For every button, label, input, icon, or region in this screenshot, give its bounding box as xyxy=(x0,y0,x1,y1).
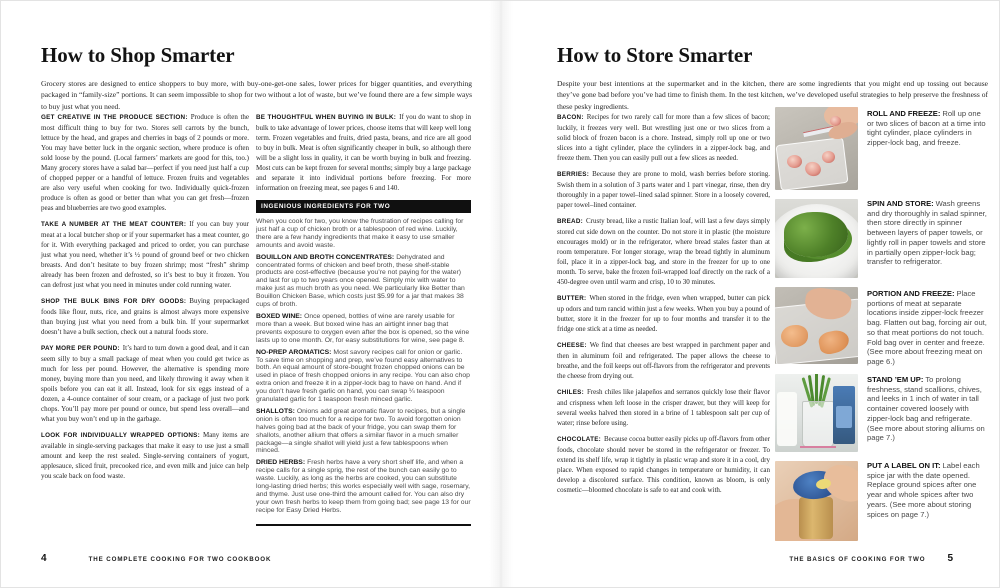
caption-roll-and-freeze xyxy=(867,109,988,148)
section-chocolate xyxy=(557,434,770,495)
section-label: BE THOUGHTFUL WHEN BUYING IN BULK: xyxy=(256,114,397,121)
photo-bacon-rolls-in-bag xyxy=(775,107,858,190)
section-berries xyxy=(557,169,770,210)
box-section-label: NO-PREP AROMATICS: xyxy=(256,348,332,356)
spice-jar-shape xyxy=(799,497,833,539)
caption-text: Wash greens and dry thoroughly in salad spinner, then store directly in spinner between layers of paper towels, or lightly roll in paper towels and store in partially open zipper-lock bag; transfer to refrigerator. xyxy=(867,199,987,267)
section-cheese xyxy=(557,340,770,381)
bag-seal-shape xyxy=(800,446,836,448)
box-section-text: Fresh herbs have a very short shelf life, and when a recipe calls for a single sprig, the rest of the bunch can easily go to waste. Luckily, as long as the herbs are cooked, you can substitute long-lasting dried herbs; this works especially well with sage, rosemary, and thyme. Just use one-third the amount called for. You can also dry your own fresh herbs to keep them from going bad; see page 13 for our recipe for Easy Dried Herbs. xyxy=(256,459,471,514)
caption-spin-and-store xyxy=(867,199,988,267)
running-footer: THE BASICS OF COOKING FOR TWO xyxy=(789,556,926,563)
running-footer: THE COMPLETE COOKING FOR TWO COOKBOOK xyxy=(88,556,272,563)
caption-label: SPIN AND STORE: xyxy=(867,199,934,208)
section-text: If you can buy your meat at a local butcher shop or if your supermarket has a meat counter, go for it. With everything packaged and priced to order, you can purchase just what you need, whether it’s ½ pound of ground beef or two chicken breasts. And don’t hesitate to buy frozen shrimp; most “fresh” shrimp already has been frozen and defrosted, so it’s best to buy it frozen. You can defrost just what you need in minutes under cold running water. xyxy=(41,220,249,289)
section-bacon xyxy=(557,112,770,163)
box-section-text: Dehydrated and concentrated forms of chicken and beef broth, these shelf-stable products are cost-effective (because you’re not paying for the water) and last for up to two years once opened. Simply mix with water to make just as much broth as you need. We particularly like Better than Bouillon Chicken Base, which costs just $5.99 for a jar that makes 38 cups of broth. xyxy=(256,253,465,309)
box-section-bouillon xyxy=(256,254,471,309)
caption-put-a-label-on-it xyxy=(867,461,988,519)
caption-label: ROLL AND FREEZE: xyxy=(867,109,941,118)
photo-salad-spinner-greens xyxy=(775,199,858,278)
caption-label: STAND ’EM UP: xyxy=(867,375,924,384)
left-page-column-1 xyxy=(41,112,249,487)
chicken-portion-shape xyxy=(781,325,808,347)
section-butter xyxy=(557,293,770,334)
footer-right xyxy=(789,553,953,564)
caption-stand-em-up xyxy=(867,375,988,443)
section-text: Buying prepackaged foods like flour, nuts, rice, and grains is almost always more expensive than buying just what you need from a bulk bin. If your supermarket doesn’t have a bulk section, check out a natural foods store. xyxy=(41,297,249,336)
section-buying-in-bulk xyxy=(256,112,471,193)
box-section-label: BOUILLON AND BROTH CONCENTRATES: xyxy=(256,253,395,261)
box-section-label: BOXED WINE: xyxy=(256,312,303,320)
milk-jug-shape xyxy=(777,392,797,446)
photo-scallions-in-fridge xyxy=(775,374,858,452)
section-bread xyxy=(557,216,770,287)
bacon-roll-shape xyxy=(830,116,841,126)
section-label: BREAD: xyxy=(557,218,583,225)
caption-label: PUT A LABEL ON IT: xyxy=(867,461,941,470)
box-intro: When you cook for two, you know the frustration of recipes calling for just half a cup of chicken broth or a tablespoon of red wine. Luckily, there are a few handy ingredients that make it easy to use smaller amounts and avoid waste. xyxy=(256,218,464,249)
section-label: PAY MORE PER POUND: xyxy=(41,345,120,352)
section-label: LOOK FOR INDIVIDUALLY WRAPPED OPTIONS: xyxy=(41,432,200,439)
section-text: Recipes for two rarely call for more than a few slices of bacon; luckily, it freezes very well. But wrestling just one or two slices from a solid block of frozen bacon is a chore. Instead, simply roll up one or two slices into a tight cylinder, place the cylinders in a zipper-lock bag, and freeze them. Then you can easily pull out a few slices as needed. xyxy=(557,113,770,162)
section-label: TAKE A NUMBER AT THE MEAT COUNTER: xyxy=(41,221,187,228)
intro-store-smarter: Despite your best intentions at the supermarket and in the kitchen, there are some ingredients that you might end up tossing out because they’ve gone bad before you’ve had time to finish them. In the test kitchen, we’ve developed useful strategies to help preserve the freshness of these pesky ingredients. xyxy=(557,79,988,111)
section-text: If you do want to shop in bulk to take advantage of lower prices, choose items that will keep well long term. Frozen vegetables and fruits, dried pasta, beans, and rice are all good to buy in bulk. Meat is often significantly cheaper in bulk, so although there will be a slight loss in quality, it can be worth buying in bulk and freezing. Most cuts can be kept frozen for several months; simply buy a large package and separate it into individual portions before freezing. For more information on freezing meat, see pages 6 and 140. xyxy=(256,113,471,192)
section-label: SHOP THE BULK BINS FOR DRY GOODS: xyxy=(41,298,187,305)
footer-left xyxy=(41,553,271,564)
page-number: 4 xyxy=(41,553,47,564)
section-individually-wrapped xyxy=(41,430,249,481)
section-text: Produce is often the most difficult thing to buy for two. Stores sell carrots by the bunch, lettuce by the head, and grapes and cherries in bags of 2 pounds or more. You may have better luck in the organic section, where produce is often sold loose by the pound. (Local farmers’ markets are good for this, too.) Many grocery stores have a salad bar—perfect if you need just half a cup of chopped pepper or a handful of lettuce. Frozen fruits and vegetables are also very useful when cooking for two. Individually quick-frozen produce is often as good or better than what you can get fresh—frozen peas and blueberries are two good examples. xyxy=(41,113,249,212)
section-chiles xyxy=(557,387,770,428)
box-section-shallots xyxy=(256,408,471,455)
box-header-bar: INGENIOUS INGREDIENTS FOR TWO xyxy=(256,200,471,213)
left-page-column-2 xyxy=(256,112,471,526)
box-section-label: DRIED HERBS: xyxy=(256,459,306,467)
section-label: CHOCOLATE: xyxy=(557,436,602,443)
caption-label: PORTION AND FREEZE: xyxy=(867,289,955,298)
caption-portion-and-freeze xyxy=(867,289,988,367)
bacon-roll-shape xyxy=(787,155,802,168)
section-text: Fresh chiles like jalapeños and serranos quickly lose their flavor and crispness when left loose in the crisper drawer, but they will keep for several weeks halved then stored in a brine of 1 tablespoon salt per cup of water; rinse before using. xyxy=(557,388,770,427)
box-section-text: Once opened, bottles of wine are rarely usable for more than a week. But boxed wine has an airtight inner bag that prevents exposure to oxygen even after the box is opened, so the wine lasts up to one month. Or, for easy substitutions for wine, see page 8. xyxy=(256,312,470,344)
section-text: We find that cheeses are best wrapped in parchment paper and then in aluminum foil and refrigerated. The paper allows the cheese to breathe, and the foil keeps out off-flavors from the refrigerator and prevents the cheese from drying out. xyxy=(557,341,770,380)
section-text: It’s hard to turn down a good deal, and it can seem silly to buy a small package of meat when you could get twice as much for less per pound. However, the alternative is spending more money, buying more than you need, and likely throwing it away when it spoils before you can eat it all. Instead, look for six eggs instead of a dozen, a 4-ounce container of sour cream, or a package of just two pork chops. You’ll pay more per pound or ounce, but spend less overall—and what you buy won’t end up in the garbage. xyxy=(41,344,249,423)
section-text: Because they are prone to mold, wash berries before storing. Swish them in a solution of 3 parts water and 1 part vinegar, rinse, then dry thoroughly in a paper towel–lined salad spinner. Store in a loosely covered, paper towel–lined container. xyxy=(557,170,770,209)
section-text: Crusty bread, like a rustic Italian loaf, will last a few days simply stored cut side down on the counter. Do not store it in plastic (the moisture encourages mold) or in the refrigerator, where bread stales faster than at room temperature. For longer storage, wrap the bread tightly in aluminum foil, place it in a zipper-lock bag, and store in the freezer for up to one month. To serve, bake the frozen foil-wrapped loaf directly on the rack of a 450-degree oven until warm and crisp, 10 to 30 minutes. xyxy=(557,217,770,286)
ingenious-ingredients-box xyxy=(256,200,471,526)
box-section-text: Most savory recipes call for onion or garlic. To save time on shopping and prep, we’ve found easy alternatives to both. An equal amount of store-bought frozen chopped onions can be used in place of fresh chopped onions in any recipe. You can also chop extra onion and freeze it in a zipper-lock bag to have on hand. And if you don’t have fresh garlic on hand, you can swap ¼ teaspoon granulated garlic for 1 teaspoon fresh minced garlic. xyxy=(256,348,470,404)
page-gutter xyxy=(489,1,513,588)
photo-spice-jar-label xyxy=(775,461,858,541)
box-section-text: Onions add great aromatic flavor to recipes, but a single onion is often too much for a recipe for two. To avoid forgotten onion halves going bad at the back of your fridge, you can swap them for shallots, another allium that offers a similar flavor in a much smaller package—a single shallot will yield just a few tablespoons when minced. xyxy=(256,407,466,455)
section-produce xyxy=(41,112,249,213)
section-text: When stored in the fridge, even when wrapped, butter can pick up odors and turn rancid within just a few weeks. When you buy a pound of butter, store it in the freezer for up to four months and transfer it to the fridge one stick at a time as needed. xyxy=(557,294,770,333)
section-bulk-bins xyxy=(41,296,249,337)
section-text: Many items are available in single-serving packages that make it easy to use just a small amount and keep the rest sealed. Single-serving containers of yogurt, applesauce, sliced fruit, precooked rice, and even milk and juice can help you scale back on food waste. xyxy=(41,431,249,480)
intro-shop-smarter: Grocery stores are designed to entice shoppers to buy more, with buy-one-get-one sales, lower prices for bigger quantities, and everything packaged in “family-size” portions. It can seem impossible to shop for two without a lot of waste, but we’ve found there are a few simple ways to buy just what you need. xyxy=(41,79,472,111)
section-pay-more xyxy=(41,343,249,424)
section-label: CHEESE: xyxy=(557,342,587,349)
page-title-store-smarter: How to Store Smarter xyxy=(557,43,753,67)
bacon-roll-shape xyxy=(822,151,835,163)
caption-text: Label each spice jar with the date opened. Replace ground spices after one year and whole spices after two years. (See more about storing spices on page 7.) xyxy=(867,461,980,519)
box-section-aromatics xyxy=(256,349,471,404)
water-container-shape xyxy=(802,401,834,448)
section-label: BACON: xyxy=(557,114,584,121)
section-label: BUTTER: xyxy=(557,295,587,302)
box-section-boxed-wine xyxy=(256,313,471,345)
section-label: BERRIES: xyxy=(557,171,590,178)
box-section-dried-herbs xyxy=(256,459,471,514)
section-text: Because cocoa butter easily picks up off-flavors from other foods, chocolate should never be stored in the refrigerator or freezer. To extend its shelf life, wrap it tightly in plastic wrap and store it in a cool, dry place. When exposed to rapid changes in temperature or humidity, it can develop a discolored surface. This condition, known as bloom, is only cosmetic—bloomed chocolate is safe to eat and cook with. xyxy=(557,435,770,494)
right-page-text-column xyxy=(557,112,770,501)
section-meat-counter xyxy=(41,219,249,290)
caption-text: Place portions of meat at separate locations inside zipper-lock freezer bag. Flatten out bag, forcing air out, so that meat portions do not touch. Fold bag over in center and freeze. (See more about freezing meat on page 6.) xyxy=(867,289,987,366)
carton-label-shape xyxy=(836,406,852,428)
box-section-label: SHALLOTS: xyxy=(256,407,295,415)
page-title-shop-smarter: How to Shop Smarter xyxy=(41,43,235,67)
caption-text: Roll up one or two slices of bacon at a time into tight cylinder, place cylinders in zipper-lock bag, and freeze. xyxy=(867,109,986,148)
section-label: CHILES: xyxy=(557,389,584,396)
caption-text: To prolong freshness, stand scallions, chives, and leeks in 1 inch of water in tall container covered loosely with zipper-lock bag and refrigerate. (See more about storing alliums on page 7.) xyxy=(867,375,985,443)
scallion-shape xyxy=(815,374,818,404)
section-label: GET CREATIVE IN THE PRODUCE SECTION: xyxy=(41,114,188,121)
photo-chicken-portions-bag xyxy=(775,287,858,364)
page-number: 5 xyxy=(947,553,953,564)
